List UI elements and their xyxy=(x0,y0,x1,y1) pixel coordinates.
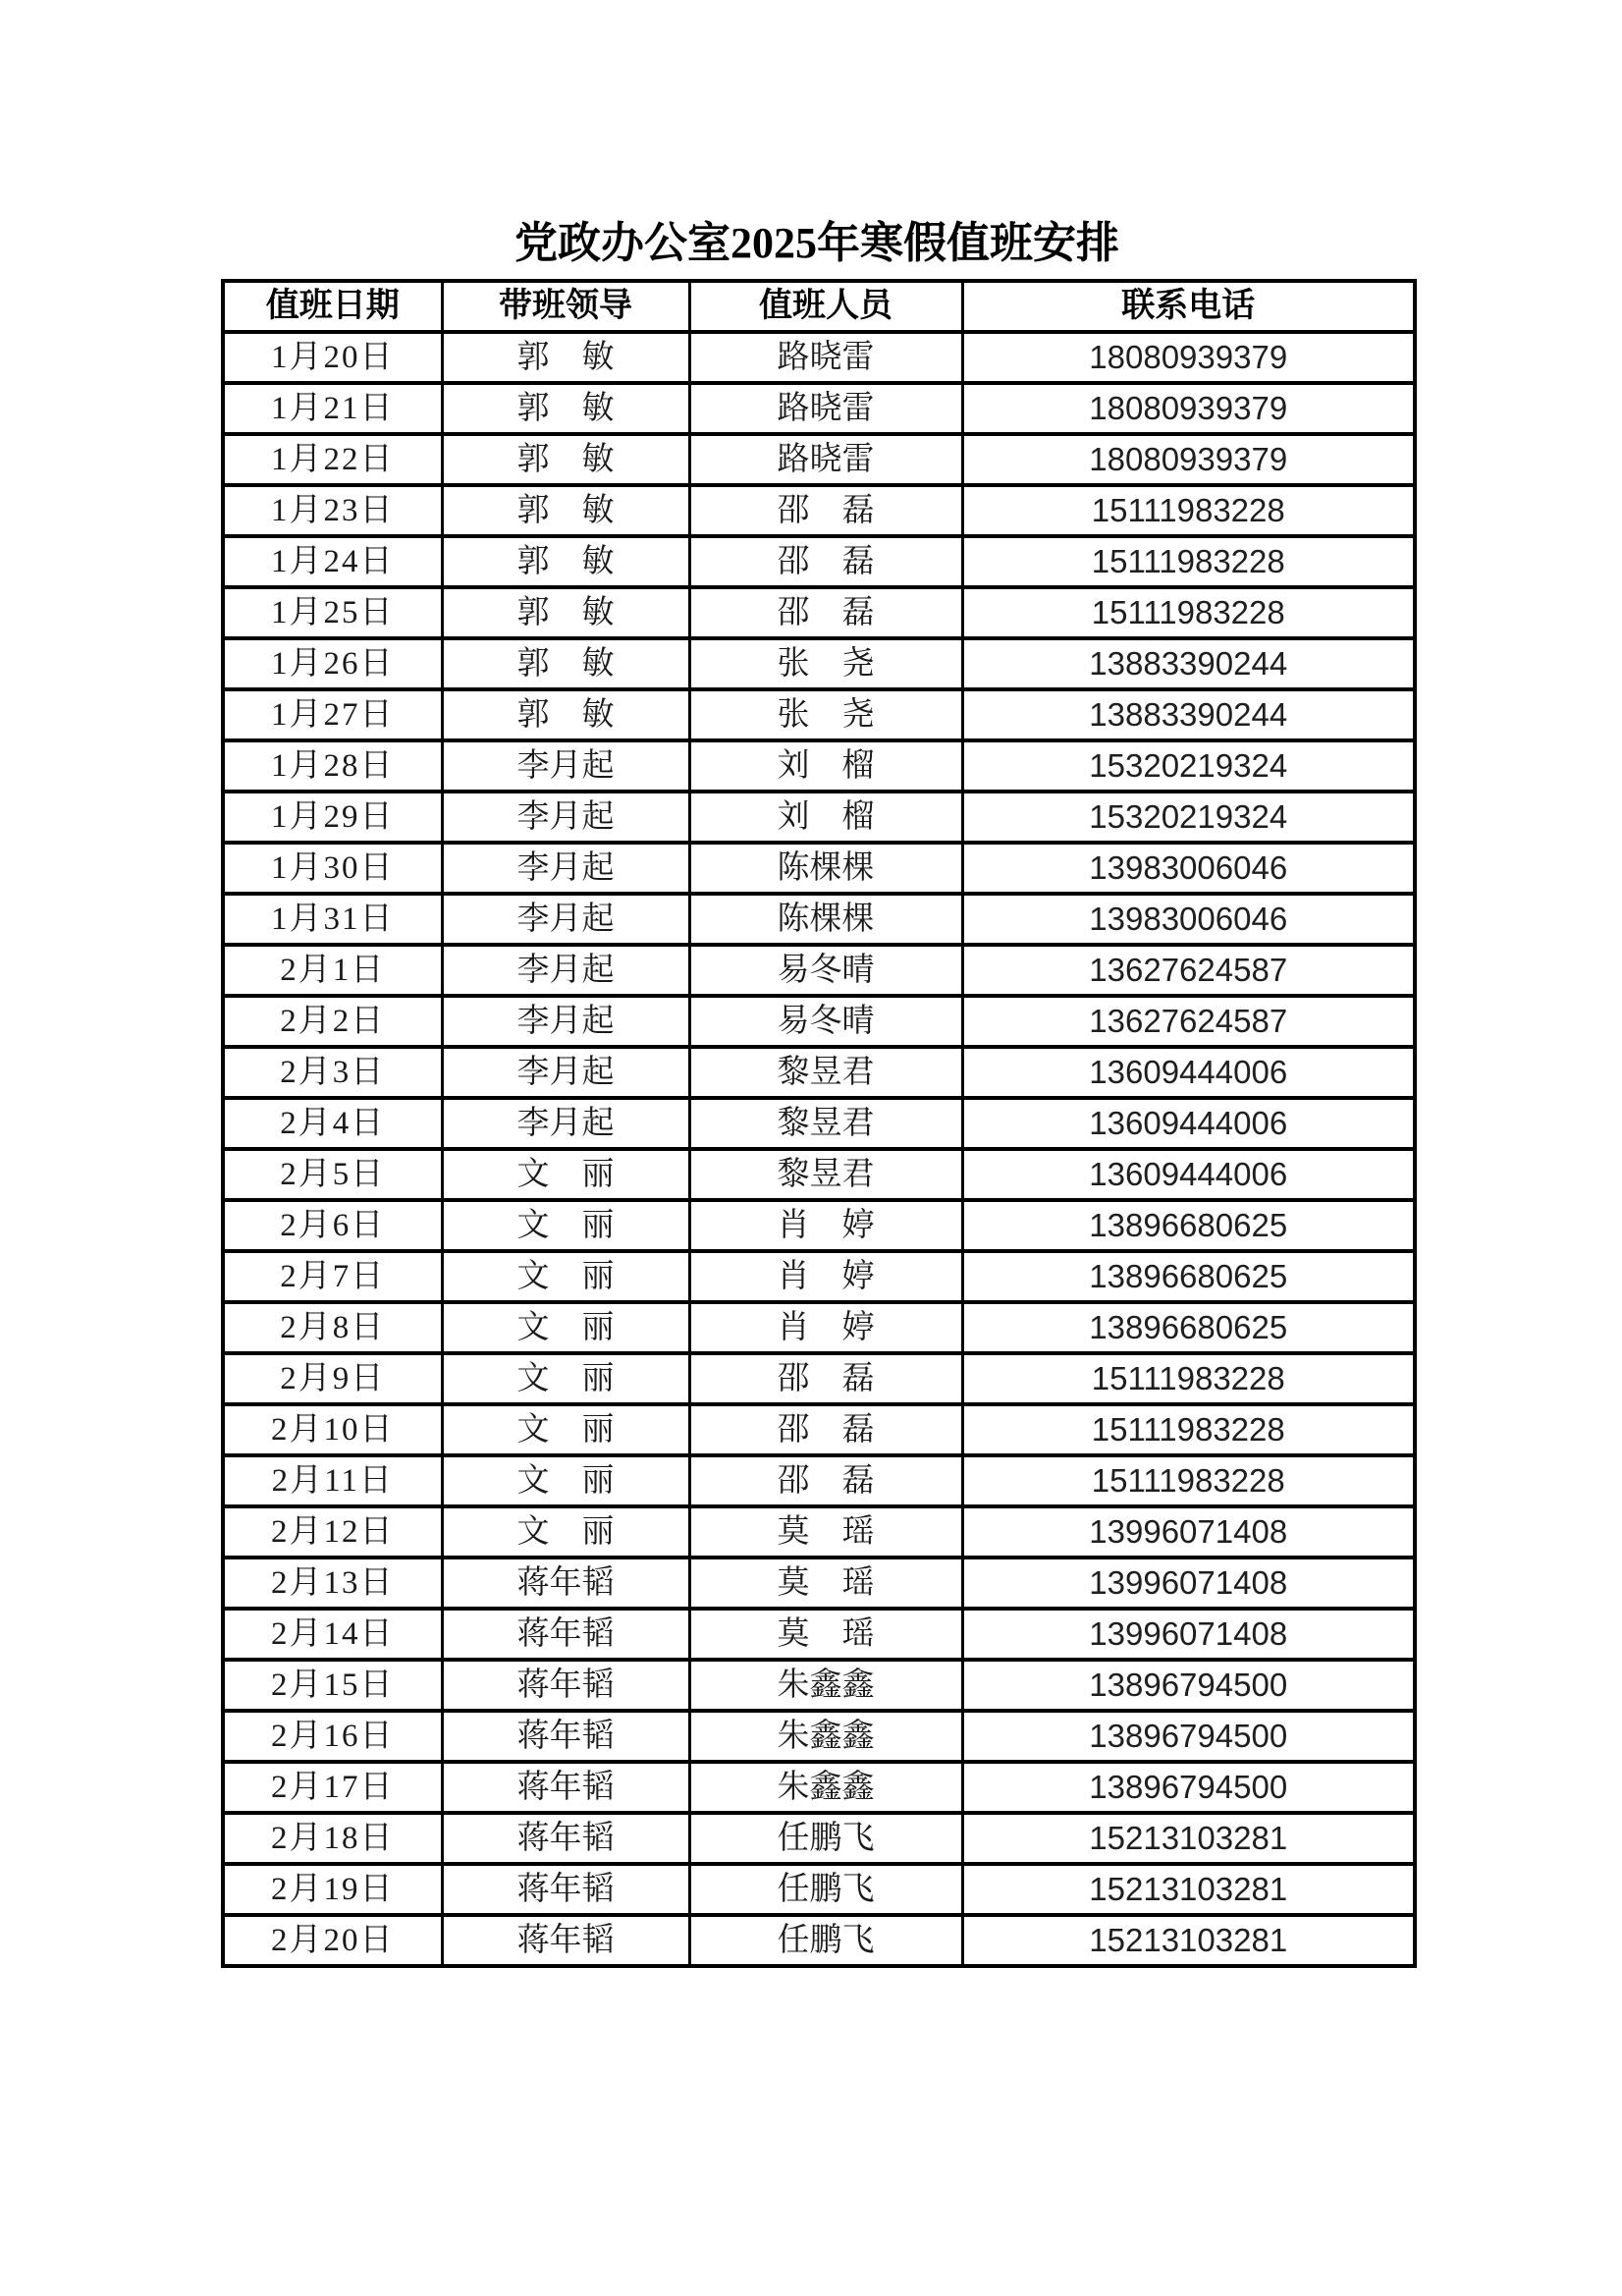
duty-person-cell: 张 尧 xyxy=(689,638,962,689)
duty-person-cell: 朱鑫鑫 xyxy=(689,1762,962,1813)
leader-cell: 文 丽 xyxy=(442,1455,689,1506)
page-title: 党政办公室2025年寒假值班安排 xyxy=(514,219,1119,267)
duty-date-cell: 2月17日 xyxy=(223,1762,442,1813)
table-row xyxy=(223,1915,1415,1966)
phone-cell: 15111983228 xyxy=(962,1455,1415,1506)
col-header-leader: 带班领导 xyxy=(442,281,689,332)
table-row xyxy=(223,1455,1415,1506)
table-row xyxy=(223,1762,1415,1813)
phone-cell: 18080939379 xyxy=(962,332,1415,383)
phone-cell: 15213103281 xyxy=(962,1813,1415,1864)
duty-date-cell: 1月22日 xyxy=(223,434,442,485)
phone-cell: 13883390244 xyxy=(962,638,1415,689)
table-row xyxy=(223,1711,1415,1762)
duty-date-cell: 2月13日 xyxy=(223,1558,442,1609)
table-row xyxy=(223,740,1415,792)
leader-cell: 蒋年韬 xyxy=(442,1711,689,1762)
table-row xyxy=(223,1149,1415,1200)
duty-date-cell: 1月23日 xyxy=(223,485,442,536)
leader-cell: 郭 敏 xyxy=(442,434,689,485)
duty-date-cell: 1月25日 xyxy=(223,587,442,638)
phone-cell: 15213103281 xyxy=(962,1864,1415,1915)
duty-person-cell: 邵 磊 xyxy=(689,1404,962,1455)
table-row xyxy=(223,945,1415,996)
duty-person-cell: 邵 磊 xyxy=(689,1455,962,1506)
leader-cell: 李月起 xyxy=(442,996,689,1047)
table-row xyxy=(223,1251,1415,1302)
duty-date-cell: 1月28日 xyxy=(223,740,442,792)
duty-person-cell: 莫 瑶 xyxy=(689,1609,962,1660)
table-row xyxy=(223,1047,1415,1098)
leader-cell: 蒋年韬 xyxy=(442,1609,689,1660)
leader-cell: 蒋年韬 xyxy=(442,1660,689,1711)
phone-cell: 15111983228 xyxy=(962,485,1415,536)
duty-person-cell: 肖 婷 xyxy=(689,1302,962,1353)
duty-date-cell: 2月14日 xyxy=(223,1609,442,1660)
phone-cell: 13609444006 xyxy=(962,1098,1415,1149)
duty-person-cell: 任鹏飞 xyxy=(689,1813,962,1864)
phone-cell: 15111983228 xyxy=(962,587,1415,638)
phone-cell: 13627624587 xyxy=(962,945,1415,996)
leader-cell: 郭 敏 xyxy=(442,638,689,689)
table-row xyxy=(223,1098,1415,1149)
table-row xyxy=(223,485,1415,536)
duty-person-cell: 邵 磊 xyxy=(689,485,962,536)
leader-cell: 文 丽 xyxy=(442,1506,689,1558)
leader-cell: 郭 敏 xyxy=(442,383,689,434)
duty-person-cell: 肖 婷 xyxy=(689,1200,962,1251)
phone-cell: 15320219324 xyxy=(962,792,1415,843)
phone-cell: 13609444006 xyxy=(962,1149,1415,1200)
duty-date-cell: 2月5日 xyxy=(223,1149,442,1200)
leader-cell: 郭 敏 xyxy=(442,536,689,587)
duty-person-cell: 邵 磊 xyxy=(689,587,962,638)
table-row xyxy=(223,843,1415,894)
leader-cell: 李月起 xyxy=(442,843,689,894)
phone-cell: 15111983228 xyxy=(962,536,1415,587)
duty-date-cell: 2月9日 xyxy=(223,1353,442,1404)
duty-person-cell: 邵 磊 xyxy=(689,536,962,587)
table-row xyxy=(223,1302,1415,1353)
phone-cell: 13896680625 xyxy=(962,1251,1415,1302)
leader-cell: 文 丽 xyxy=(442,1404,689,1455)
phone-cell: 13896794500 xyxy=(962,1711,1415,1762)
phone-cell: 18080939379 xyxy=(962,434,1415,485)
duty-person-cell: 朱鑫鑫 xyxy=(689,1711,962,1762)
duty-person-cell: 肖 婷 xyxy=(689,1251,962,1302)
table-row xyxy=(223,894,1415,945)
duty-person-cell: 朱鑫鑫 xyxy=(689,1660,962,1711)
table-header-row xyxy=(223,281,1415,332)
duty-person-cell: 任鹏飞 xyxy=(689,1864,962,1915)
duty-person-cell: 张 尧 xyxy=(689,689,962,740)
col-header-duty-person: 值班人员 xyxy=(689,281,962,332)
schedule-document xyxy=(221,218,1413,1968)
leader-cell: 李月起 xyxy=(442,945,689,996)
table-row xyxy=(223,1660,1415,1711)
leader-cell: 李月起 xyxy=(442,792,689,843)
duty-date-cell: 2月10日 xyxy=(223,1404,442,1455)
duty-person-cell: 莫 瑶 xyxy=(689,1558,962,1609)
table-row xyxy=(223,1609,1415,1660)
phone-cell: 13883390244 xyxy=(962,689,1415,740)
duty-date-cell: 2月18日 xyxy=(223,1813,442,1864)
table-row xyxy=(223,1200,1415,1251)
table-row xyxy=(223,332,1415,383)
table-row xyxy=(223,1404,1415,1455)
duty-person-cell: 黎昱君 xyxy=(689,1098,962,1149)
table-row xyxy=(223,1558,1415,1609)
duty-date-cell: 2月1日 xyxy=(223,945,442,996)
phone-cell: 13896680625 xyxy=(962,1302,1415,1353)
duty-person-cell: 陈棵棵 xyxy=(689,843,962,894)
table-row xyxy=(223,1813,1415,1864)
duty-person-cell: 刘 榴 xyxy=(689,792,962,843)
duty-person-cell: 易冬晴 xyxy=(689,945,962,996)
phone-cell: 13983006046 xyxy=(962,894,1415,945)
duty-date-cell: 1月30日 xyxy=(223,843,442,894)
table-row xyxy=(223,1864,1415,1915)
duty-date-cell: 2月7日 xyxy=(223,1251,442,1302)
phone-cell: 18080939379 xyxy=(962,383,1415,434)
phone-cell: 13896794500 xyxy=(962,1762,1415,1813)
duty-date-cell: 2月4日 xyxy=(223,1098,442,1149)
table-row xyxy=(223,689,1415,740)
phone-cell: 15213103281 xyxy=(962,1915,1415,1966)
duty-person-cell: 刘 榴 xyxy=(689,740,962,792)
duty-person-cell: 路晓雷 xyxy=(689,383,962,434)
duty-date-cell: 2月19日 xyxy=(223,1864,442,1915)
duty-date-cell: 2月8日 xyxy=(223,1302,442,1353)
leader-cell: 蒋年韬 xyxy=(442,1558,689,1609)
table-row xyxy=(223,383,1415,434)
phone-cell: 13627624587 xyxy=(962,996,1415,1047)
table-body xyxy=(223,332,1415,1966)
leader-cell: 蒋年韬 xyxy=(442,1864,689,1915)
leader-cell: 文 丽 xyxy=(442,1353,689,1404)
table-row xyxy=(223,1353,1415,1404)
duty-date-cell: 1月26日 xyxy=(223,638,442,689)
duty-date-cell: 1月31日 xyxy=(223,894,442,945)
duty-date-cell: 1月27日 xyxy=(223,689,442,740)
table-row xyxy=(223,434,1415,485)
leader-cell: 蒋年韬 xyxy=(442,1762,689,1813)
phone-cell: 15111983228 xyxy=(962,1404,1415,1455)
duty-person-cell: 任鹏飞 xyxy=(689,1915,962,1966)
duty-date-cell: 1月20日 xyxy=(223,332,442,383)
phone-cell: 13996071408 xyxy=(962,1506,1415,1558)
phone-cell: 13996071408 xyxy=(962,1558,1415,1609)
phone-cell: 13609444006 xyxy=(962,1047,1415,1098)
leader-cell: 文 丽 xyxy=(442,1200,689,1251)
duty-date-cell: 1月21日 xyxy=(223,383,442,434)
phone-cell: 15111983228 xyxy=(962,1353,1415,1404)
duty-person-cell: 黎昱君 xyxy=(689,1149,962,1200)
duty-date-cell: 2月12日 xyxy=(223,1506,442,1558)
leader-cell: 郭 敏 xyxy=(442,587,689,638)
leader-cell: 李月起 xyxy=(442,740,689,792)
leader-cell: 郭 敏 xyxy=(442,332,689,383)
duty-date-cell: 2月20日 xyxy=(223,1915,442,1966)
table-row xyxy=(223,996,1415,1047)
leader-cell: 李月起 xyxy=(442,1047,689,1098)
table-row xyxy=(223,792,1415,843)
duty-person-cell: 易冬晴 xyxy=(689,996,962,1047)
duty-person-cell: 黎昱君 xyxy=(689,1047,962,1098)
leader-cell: 郭 敏 xyxy=(442,485,689,536)
duty-date-cell: 2月2日 xyxy=(223,996,442,1047)
leader-cell: 文 丽 xyxy=(442,1251,689,1302)
duty-date-cell: 1月29日 xyxy=(223,792,442,843)
phone-cell: 13896794500 xyxy=(962,1660,1415,1711)
phone-cell: 13896680625 xyxy=(962,1200,1415,1251)
phone-cell: 15320219324 xyxy=(962,740,1415,792)
leader-cell: 文 丽 xyxy=(442,1149,689,1200)
leader-cell: 李月起 xyxy=(442,894,689,945)
leader-cell: 蒋年韬 xyxy=(442,1813,689,1864)
phone-cell: 13983006046 xyxy=(962,843,1415,894)
leader-cell: 文 丽 xyxy=(442,1302,689,1353)
leader-cell: 蒋年韬 xyxy=(442,1915,689,1966)
phone-cell: 13996071408 xyxy=(962,1609,1415,1660)
col-header-duty-date: 值班日期 xyxy=(223,281,442,332)
duty-person-cell: 陈棵棵 xyxy=(689,894,962,945)
duty-date-cell: 2月6日 xyxy=(223,1200,442,1251)
duty-person-cell: 路晓雷 xyxy=(689,434,962,485)
duty-schedule-table xyxy=(221,279,1417,1968)
leader-cell: 郭 敏 xyxy=(442,689,689,740)
duty-date-cell: 2月15日 xyxy=(223,1660,442,1711)
duty-person-cell: 路晓雷 xyxy=(689,332,962,383)
table-row xyxy=(223,536,1415,587)
duty-person-cell: 莫 瑶 xyxy=(689,1506,962,1558)
table-row xyxy=(223,638,1415,689)
table-row xyxy=(223,1506,1415,1558)
duty-person-cell: 邵 磊 xyxy=(689,1353,962,1404)
leader-cell: 李月起 xyxy=(442,1098,689,1149)
duty-date-cell: 2月16日 xyxy=(223,1711,442,1762)
col-header-phone: 联系电话 xyxy=(962,281,1415,332)
duty-date-cell: 1月24日 xyxy=(223,536,442,587)
table-row xyxy=(223,587,1415,638)
duty-date-cell: 2月11日 xyxy=(223,1455,442,1506)
duty-date-cell: 2月3日 xyxy=(223,1047,442,1098)
